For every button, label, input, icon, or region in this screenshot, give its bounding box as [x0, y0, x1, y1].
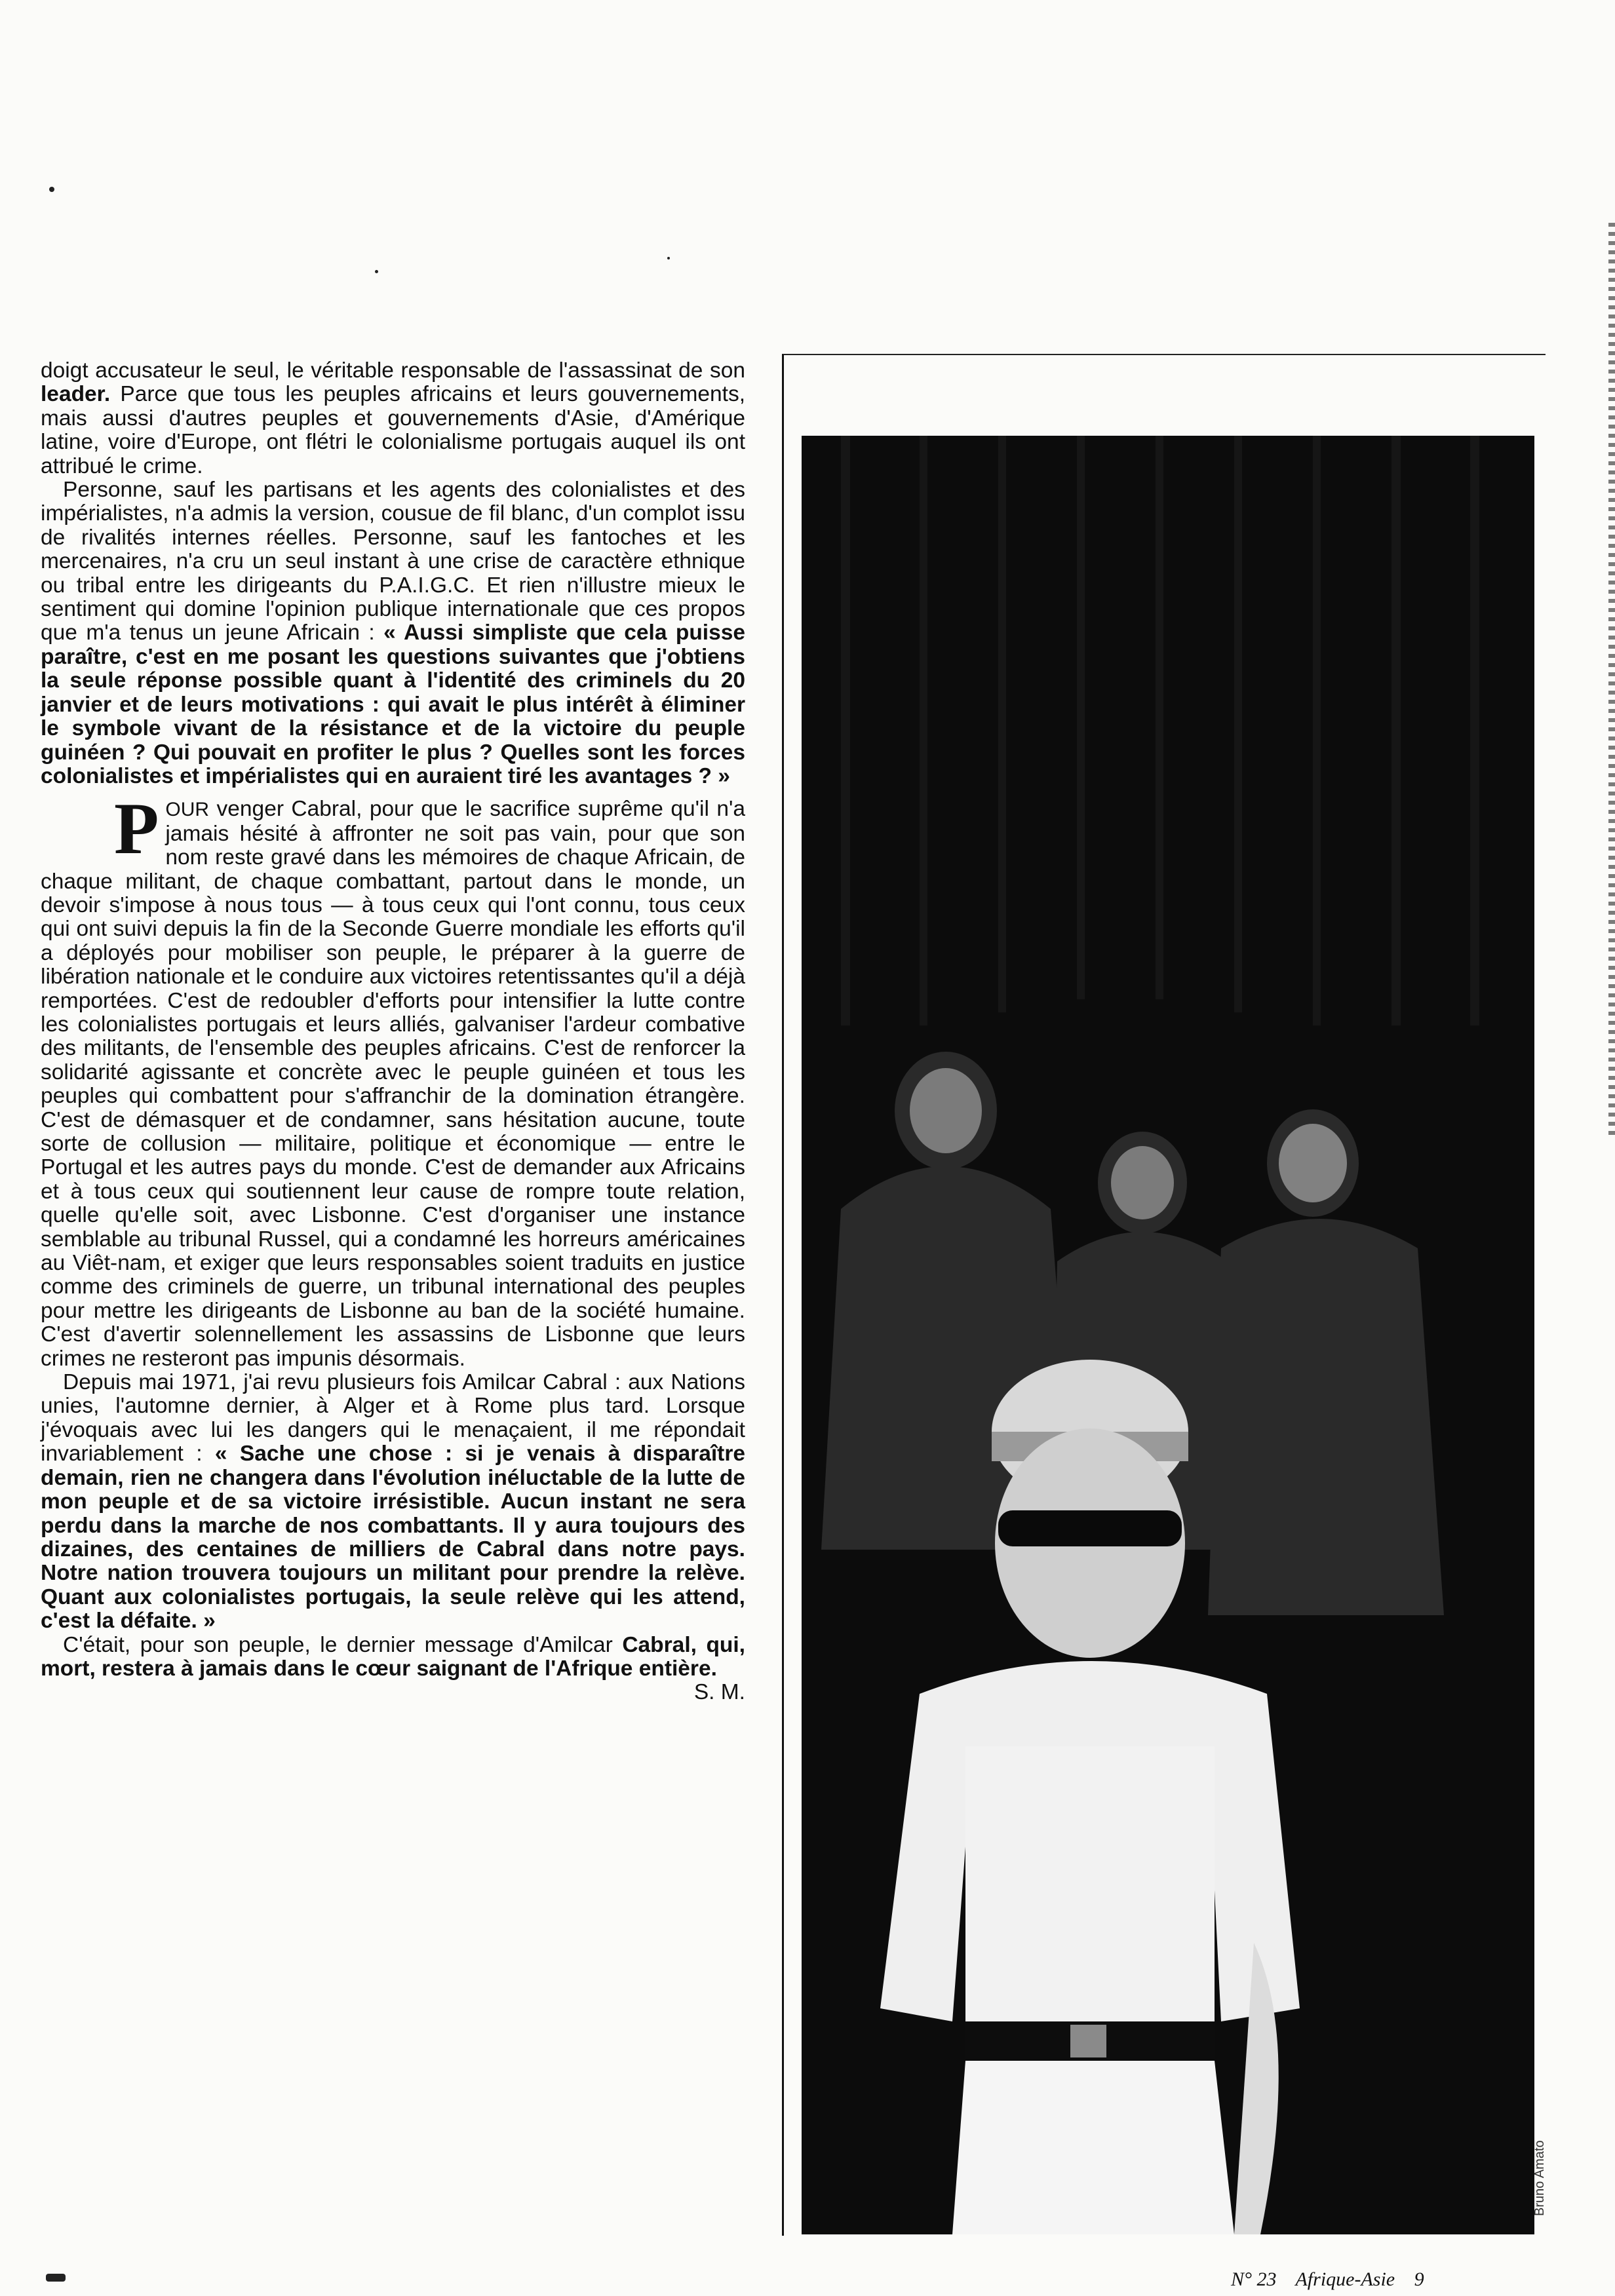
drop-cap: P: [114, 788, 159, 870]
paragraph: POUR venger Cabral, pour que le sacrifice suprême qu'il n'a jamais hésité à affronter ne soit pas vain, pour que son nom reste gravé dans les mémoires de chaque Africain, de chaque militant, de chaque combattant, partout dans le monde, un devoir s'impose à nous tous — à tous ceux qui l'ont connu, tous ceux qui ont suivi depuis la fin de la Seconde Guerre mondiale les efforts qu'il a déployés pour mobiliser son peuple, le préparer à la guerre de libération nationale et le conduire aux victoires retentissantes qu'il a déjà remportées. C'est de redoubler d'efforts pour intensifier la lutte contre les colonialistes portugais et leurs alliés, galvaniser l'ardeur combative des militants, de l'ensemble des peuples africains. C'est de renforcer la solidarité agissante et concrète avec le peuple guinéen et tous les peuples qui combattent pour s'affranchir de la domination étrangère. C'est de démasquer et de condamner, sans hésitation aucune, toute sorte de collusion — militaire, politique et économique — entre le Portugal et les autres pays du monde. C'est de demander aux Africains et à tous ceux qui soutiennent leur cause de rompre toute relation, quelle qu'elle soit, avec Lisbonne. C'est d'organiser une instance semblable au tribunal Russel, qui a condamné les horreurs américaines au Viêt-nam, et exiger que leurs responsables soient traduits en justice comme des criminels de guerre, un tribunal international des peuples pour mettre les dirigeants de Lisbonne au ban de la société humaine. C'est d'avertir solennellement les assassins de Lisbonne que leurs crimes ne resteront pas impunis désormais.: [41, 788, 745, 1371]
signature: S. M.: [693, 1680, 745, 1705]
print-speck: [667, 257, 670, 259]
paragraph: Personne, sauf les partisans et les agents des colonialistes et des impérialistes, n'a admis la version, cousue de fil blanc, d'un complot issu de rivalités internes réelles. Personne, sauf les fantoches et les mercenaires, n'a cru un seul instant à une crise de caractère ethnique ou tribal entre les dirigeants du P.A.I.G.C. Et rien n'illustre mieux le sentiment qui domine l'opinion publique internationale que ces propos que m'a tenus un jeune Africain : « Aussi simpliste que cela puisse paraître, c'est en me posant les questions suivantes que j'obtiens la seule réponse possible quant à l'identité des criminels du 20 janvier et de leurs motivations : qui avait le plus intérêt à éliminer le symbole vivant de la résistance et de la victoire du peuple guinéen ? Qui pouvait en profiter le plus ? Quelles sont les forces colonialistes et impérialistes qui en auraient tiré les avantages ? »: [41, 478, 745, 788]
print-speck: [46, 2274, 66, 2282]
paragraph: C'était, pour son peuple, le dernier message d'Amilcar Cabral, qui, mort, restera à jamais dans le cœur saignant de l'Afrique entière. S. M.: [41, 1632, 745, 1705]
photo-amilcar-cabral: [802, 436, 1534, 2234]
page-edge-shadow: [1608, 223, 1615, 1140]
paragraph: doigt accusateur le seul, le véritable responsable de l'assassinat de son leader. Parce que tous les peuples africains et leurs gouvernements, mais aussi d'autres peuples et gouvernements d'Asie, d'Amérique latine, voire d'Europe, ont flétri le colonialisme portugais auquel ils ont attribué le crime.: [41, 358, 746, 478]
print-speck: [49, 187, 54, 192]
page-number: 9: [1414, 2268, 1424, 2290]
page-footer: [1231, 2268, 1439, 2291]
magazine-name: Afrique-Asie: [1295, 2268, 1395, 2290]
print-speck: [375, 270, 378, 273]
paragraph: Depuis mai 1971, j'ai revu plusieurs fois Amilcar Cabral : aux Nations unies, l'automne dernier, à Alger et à Rome plus tard. Lorsque j'évoquais avec lui les dangers qui le menaçaient, il me répondait invariablement : « Sache une chose : si je venais à disparaître demain, rien ne changera dans l'évolution inéluctable de la lutte de mon peuple et de sa victoire irrésistible. Aucun instant ne sera perdu dans la marche de nos combattants. Il y aura toujours des dizaines, des centaines de milliers de Cabral dans notre pays. Notre nation trouvera toujours un militant pour prendre la relève. Quant aux colonialistes portugais, la seule relève qui les attend, c'est la défaite. »: [41, 1370, 746, 1634]
photo-credit: Bruno Amato: [1532, 2140, 1547, 2216]
issue-number: N° 23: [1231, 2268, 1277, 2290]
article-column: [41, 359, 745, 1705]
photo-illustration: [802, 436, 1534, 2234]
